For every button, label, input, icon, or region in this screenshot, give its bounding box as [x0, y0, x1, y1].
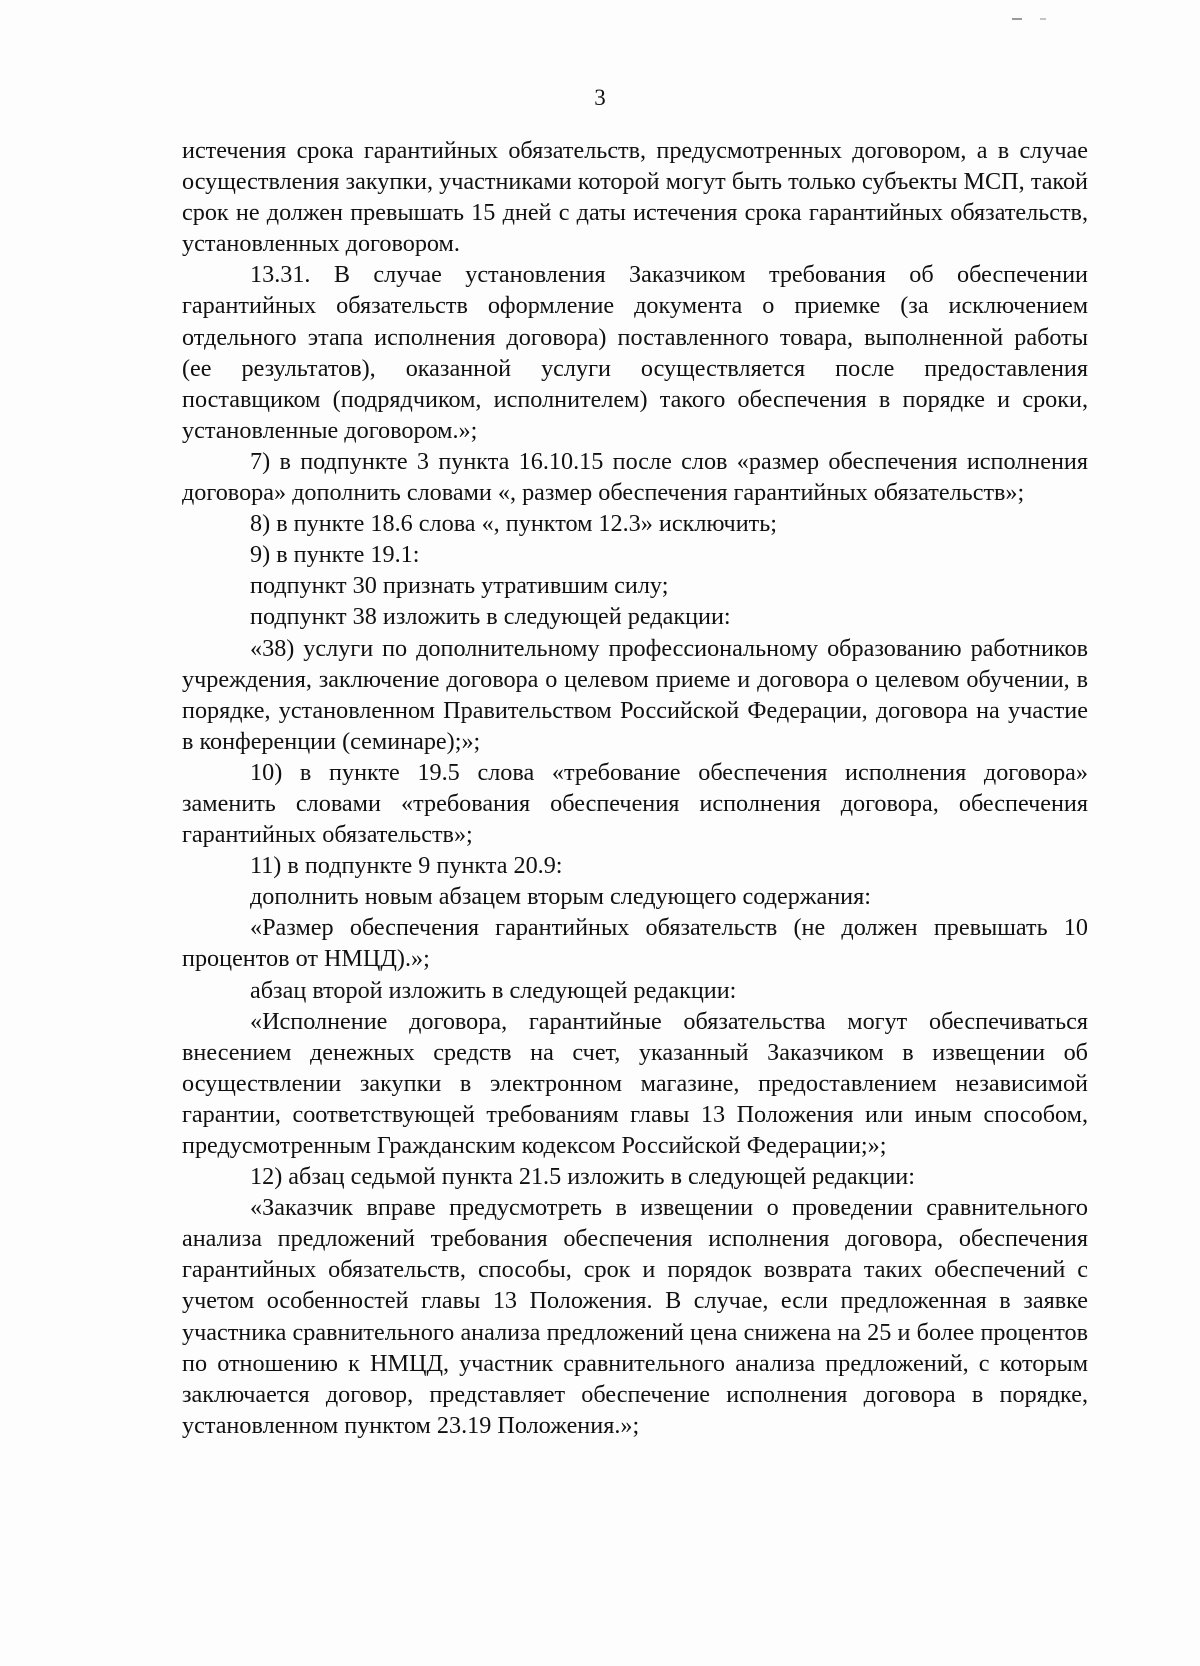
paragraph-second-abstract: абзац второй изложить в следующей редакции: [250, 976, 737, 1004]
paragraph-item-9: 9) в пункте 19.1: [250, 541, 420, 569]
scan-artifact-mark [1040, 18, 1046, 20]
paragraph-item-10: 10) в пункте 19.5 слова «требование обеспечения исполнения договора» заменить словами «требования обеспечения исполнения договора, обеспечения гарантийных обязательств»; [182, 758, 1088, 849]
paragraph-subitem-38-text: «38) услуги по дополнительному профессиональному образованию работников учреждения, заключение договора о целевом приеме и договора о целевом обучении, в порядке, установленном Правительством Российской Федерации, договора на участие в конференции (семинаре);»; [182, 634, 1088, 755]
paragraph-customer-right: «Заказчик вправе предусмотреть в извещении о проведении сравнительного анализа предложений требования обеспечения исполнения договора, обеспечения гарантийных обязательств, способы, срок и порядок возврата таких обеспечений с учетом особенностей главы 13 Положения. В случае, если предложенная в заявке участника сравнительного анализа предложений цена снижена на 25 и более процентов по отношению к НМЦД, участник сравнительного анализа предложений, с которым заключается договор, представляет обеспечение исполнения договора в порядке, установленном пунктом 23.19 Положения.»; [182, 1194, 1088, 1439]
paragraph-continuation: истечения срока гарантийных обязательств, предусмотренных договором, а в случае осуществления закупки, участниками которой могут быть только субъекты МСП, такой срок не должен превышать 15 дней с даты истечения срока гарантийных обязательств, установленных договором. [182, 137, 1088, 258]
paragraph-item-11: 11) в подпункте 9 пункта 20.9: [250, 852, 563, 880]
paragraph-performance-security: «Исполнение договора, гарантийные обязательства могут обеспечиваться внесением денежных средств на счет, указанный Заказчиком в извещении об осуществлении закупки в электронном магазине, предоставлением независимой гарантии, соответствующей требованиям главы 13 Положения или иным способом, предусмотренным Гражданским кодексом Российской Федерации;»; [182, 1007, 1088, 1159]
page-number: 3 [594, 85, 606, 110]
paragraph-subitem-30: подпункт 30 признать утратившим силу; [250, 572, 669, 600]
paragraph-item-8: 8) в пункте 18.6 слова «, пунктом 12.3» исключить; [250, 510, 777, 538]
paragraph-subitem-38: подпункт 38 изложить в следующей редакции: [250, 603, 731, 631]
paragraph-item-12: 12) абзац седьмой пункта 21.5 изложить в следующей редакции: [250, 1163, 915, 1191]
paragraph-guarantee-size: «Размер обеспечения гарантийных обязательств (не должен превышать 10 процентов от НМЦД).»; [182, 914, 1088, 973]
paragraph-add-abstract: дополнить новым абзацем вторым следующего содержания: [250, 883, 871, 911]
paragraph-item-7: 7) в подпункте 3 пункта 16.10.15 после слов «размер обеспечения исполнения договора» дополнить словами «, размер обеспечения гарантийных обязательств»; [182, 447, 1088, 507]
paragraph-clause-13-31: 13.31. В случае установления Заказчиком требования об обеспечении гарантийных обязательств оформление документа о приемке (за исключением отдельного этапа исполнения договора) поставленного товара, выполненной работы (ее результатов), оказанной услуги осуществляется после предоставления поставщиком (подрядчиком, исполнителем) такого обеспечения в порядке и сроки, установленные договором.»; [182, 261, 1088, 444]
document-body [182, 135, 1088, 1441]
scan-artifact-mark [1012, 18, 1022, 20]
